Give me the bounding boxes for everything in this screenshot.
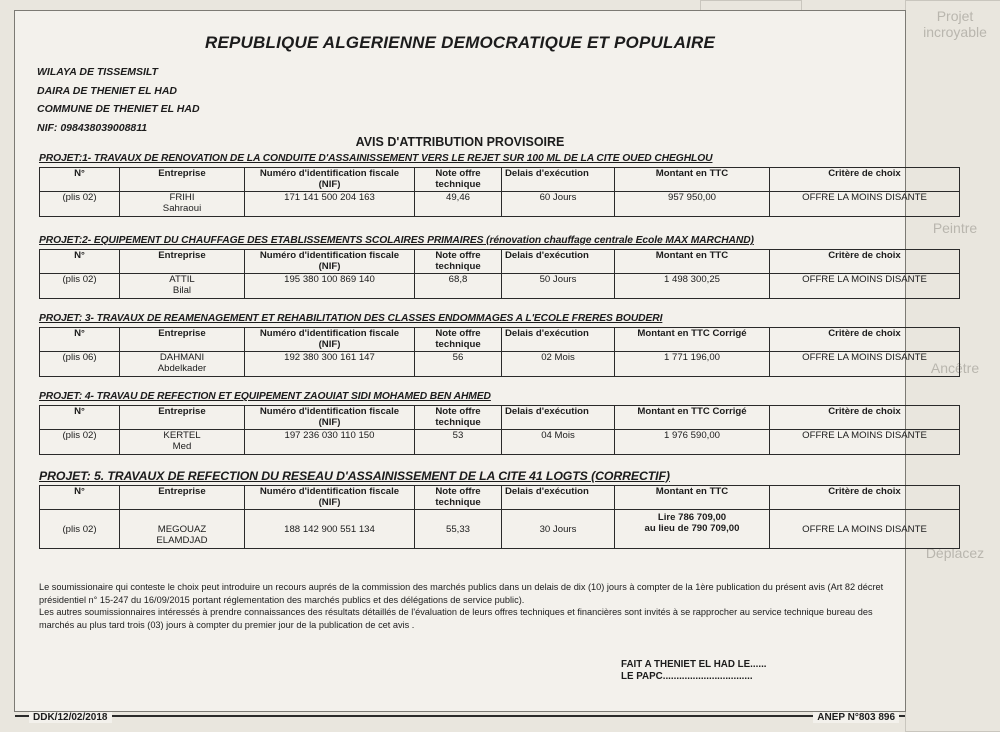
cell-num: (plis 02): [40, 274, 120, 299]
bottom-rule: [15, 715, 905, 717]
table-header-row: [40, 250, 960, 274]
cell-montant: 1 976 590,00: [615, 430, 770, 455]
cell-entreprise: [120, 352, 245, 377]
col-header: Numéro d'identification fiscale (NIF): [245, 250, 415, 274]
entreprise-name: ATTIL: [169, 274, 195, 285]
cell-num: (plis 02): [40, 510, 120, 549]
cell-critere: OFFRE LA MOINS DISANTE: [770, 352, 960, 377]
cell-critere: OFFRE LA MOINS DISANTE: [770, 192, 960, 217]
entreprise-name: MEGOUAZ: [157, 524, 207, 535]
document-title: REPUBLIQUE ALGERIENNE DEMOCRATIQUE ET POPULAIRE: [205, 33, 715, 52]
table-row: [40, 192, 960, 217]
award-table: [39, 485, 960, 549]
cell-critere: OFFRE LA MOINS DISANTE: [770, 430, 960, 455]
col-header: N°: [40, 406, 120, 430]
col-header: Note offre technique: [415, 486, 502, 510]
award-table: [39, 405, 960, 455]
col-header: Montant en TTC Corrigé: [615, 406, 770, 430]
col-header: Note offre technique: [415, 328, 502, 352]
project-title: PROJET: 3- TRAVAUX DE REAMENAGEMENT ET REHABILITATION DES CLASSES ENDOMMAGES A L'ECOLE FRERES BOUDERI: [39, 313, 663, 324]
col-header: N°: [40, 168, 120, 192]
cell-entreprise: [120, 192, 245, 217]
col-header: N°: [40, 328, 120, 352]
cell-num: (plis 06): [40, 352, 120, 377]
table-header-row: [40, 406, 960, 430]
cell-nif: 188 142 900 551 134: [245, 510, 415, 549]
cell-montant: 957 950,00: [615, 192, 770, 217]
col-header: Delais d'exécution: [502, 250, 615, 274]
cell-note: 68,8: [415, 274, 502, 299]
col-header: N°: [40, 486, 120, 510]
col-header: Numéro d'identification fiscale (NIF): [245, 168, 415, 192]
table-row: [40, 510, 960, 549]
cell-montant: 1 771 196,00: [615, 352, 770, 377]
entreprise-firstname: Bilal: [172, 285, 192, 296]
col-header: Entreprise: [120, 250, 245, 274]
cell-delai: 02 Mois: [502, 352, 615, 377]
table-row: [40, 352, 960, 377]
col-header: Montant en TTC: [615, 250, 770, 274]
cell-note: 56: [415, 352, 502, 377]
col-header: Delais d'exécution: [502, 168, 615, 192]
notice-sheet: [14, 10, 927, 723]
cell-montant: [615, 510, 770, 549]
cell-entreprise: [120, 274, 245, 299]
award-table: [39, 167, 960, 217]
cell-nif: 195 380 100 869 140: [245, 274, 415, 299]
cell-num: (plis 02): [40, 430, 120, 455]
col-header: Delais d'exécution: [502, 406, 615, 430]
cell-montant: 1 498 300,25: [615, 274, 770, 299]
bleed-text: Déplacez: [925, 545, 985, 561]
cell-num: (plis 02): [40, 192, 120, 217]
cell-delai: 04 Mois: [502, 430, 615, 455]
col-header: Entreprise: [120, 486, 245, 510]
table-row: [40, 430, 960, 455]
project-title: PROJET:1- TRAVAUX DE RENOVATION DE LA CONDUITE D'ASSAINISSEMENT VERS LE REJET SUR 100 ML DE LA CITE OUED CHEGHLOU: [39, 153, 713, 164]
col-header: Montant en TTC: [615, 486, 770, 510]
montant-original: au lieu de 790 709,00: [644, 523, 740, 534]
cell-delai: 30 Jours: [502, 510, 615, 549]
cell-note: 55,33: [415, 510, 502, 549]
award-table: [39, 249, 960, 299]
col-header: Montant en TTC Corrigé: [615, 328, 770, 352]
signature-place: FAIT A THENIET EL HAD LE......: [621, 659, 767, 670]
col-header: Montant en TTC: [615, 168, 770, 192]
col-header: Numéro d'identification fiscale (NIF): [245, 328, 415, 352]
project-title: PROJET:2- EQUIPEMENT DU CHAUFFAGE DES ETABLISSEMENTS SCOLAIRES PRIMAIRES (rénovation chauffage centrale Ecole MAX MARCHAND): [39, 235, 754, 246]
col-header: Critère de choix: [770, 406, 960, 430]
issuer-nif: NIF: 098438039008811: [37, 121, 148, 134]
cell-note: 49,46: [415, 192, 502, 217]
bleed-text: Ancêtre: [930, 360, 980, 376]
table-row: [40, 274, 960, 299]
entreprise-firstname: Sahraoui: [162, 203, 202, 214]
col-header: Critère de choix: [770, 250, 960, 274]
col-header: Delais d'exécution: [502, 486, 615, 510]
issuer-daira: DAIRA DE THENIET EL HAD: [37, 84, 178, 97]
issuer-block: [37, 63, 200, 137]
footer-ref: DDK/12/02/2018: [29, 712, 112, 723]
notice-paragraph: Les autres soumissionnaires intéressés à prendre connaissances des résultats détaillés de l'évaluation de leurs offres techniques et financières sont invités à se rapprocher au service technique bureau des marchés au plus tard trois (03) jours à compter du premier jour de la publication de cet avis .: [39, 607, 873, 630]
entreprise-name: DAHMANI: [159, 352, 205, 363]
entreprise-firstname: Abdelkader: [157, 363, 207, 374]
entreprise-name: FRIHI: [169, 192, 195, 203]
entreprise-firstname: Med: [172, 441, 192, 452]
cell-nif: 171 141 500 204 163: [245, 192, 415, 217]
project-title: PROJET: 5. TRAVAUX DE REFECTION DU RESEAU D'ASSAINISSEMENT DE LA CITE 41 LOGTS (CORRECTIF): [39, 469, 670, 483]
cell-entreprise: [120, 430, 245, 455]
signature-block: [621, 659, 767, 683]
table-header-row: [40, 486, 960, 510]
table-header-row: [40, 168, 960, 192]
col-header: Delais d'exécution: [502, 328, 615, 352]
montant-corrected: Lire 786 709,00: [657, 512, 727, 523]
cell-entreprise: [120, 510, 245, 549]
col-header: Entreprise: [120, 168, 245, 192]
col-header: Entreprise: [120, 328, 245, 352]
col-header: Numéro d'identification fiscale (NIF): [245, 486, 415, 510]
table-header-row: [40, 328, 960, 352]
footer-anep: ANEP N°803 896: [813, 712, 899, 723]
bleed-text: Peintre: [932, 220, 978, 236]
cell-delai: 50 Jours: [502, 274, 615, 299]
col-header: Note offre technique: [415, 406, 502, 430]
entreprise-firstname: ELAMDJAD: [156, 535, 208, 546]
col-header: Critère de choix: [770, 168, 960, 192]
col-header: N°: [40, 250, 120, 274]
col-header: Entreprise: [120, 406, 245, 430]
col-header: Numéro d'identification fiscale (NIF): [245, 406, 415, 430]
award-table: [39, 327, 960, 377]
col-header: Critère de choix: [770, 328, 960, 352]
cell-delai: 60 Jours: [502, 192, 615, 217]
issuer-commune: COMMUNE DE THENIET EL HAD: [37, 103, 200, 115]
cell-critere: OFFRE LA MOINS DISANTE: [770, 274, 960, 299]
col-header: Critère de choix: [770, 486, 960, 510]
notice-paragraph: Le soumissionaire qui conteste le choix peut introduire un recours auprés de la commission des marchés publics dans un delais de dix (10) jours à compter de la 1ère publication du présent avis (Art 82 décret présidentiel n° 15-247 du 16/09/2015 portant réglementation des marchés publics et des délégations de service public).: [39, 582, 884, 605]
entreprise-name: KERTEL: [163, 430, 201, 441]
signature-papc: LE PAPC.................................: [621, 671, 753, 682]
bleed-text: Projet incroyable: [923, 8, 987, 41]
cell-critere: OFFRE LA MOINS DISANTE: [770, 510, 960, 549]
issuer-wilaya: WILAYA DE TISSEMSILT: [37, 66, 158, 78]
avis-title: AVIS D'ATTRIBUTION PROVISOIRE: [355, 135, 565, 149]
project-title: PROJET: 4- TRAVAU DE REFECTION ET EQUIPEMENT ZAOUIAT SIDI MOHAMED BEN AHMED: [39, 391, 491, 402]
recourse-notice: [39, 581, 909, 631]
cell-nif: 192 380 300 161 147: [245, 352, 415, 377]
cell-note: 53: [415, 430, 502, 455]
cell-nif: 197 236 030 110 150: [245, 430, 415, 455]
col-header: Note offre technique: [415, 168, 502, 192]
col-header: Note offre technique: [415, 250, 502, 274]
